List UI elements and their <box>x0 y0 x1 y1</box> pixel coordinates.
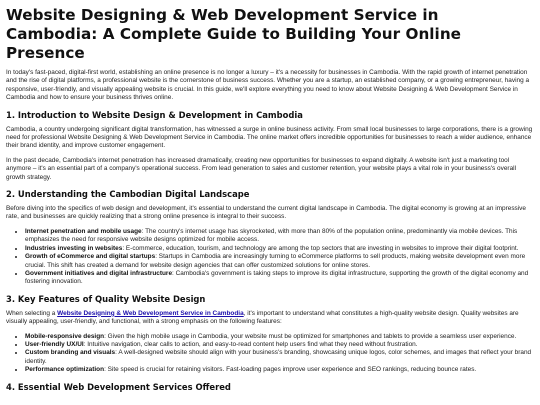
list-item-text: : E-commerce, education, tourism, and technology are among the top sectors that are investing in websites to improve their digital footprint. <box>122 244 519 252</box>
list-item-text: : Intuitive navigation, clear calls to action, and easy-to-read content help users find what they need without frustration. <box>83 340 418 348</box>
section-3-text-before-link: When selecting a <box>6 309 58 317</box>
list-item-text: : A well-designed website should align with your business's branding, showcasing unique logos, color schemes, and images that reflect your brand identity. <box>25 349 532 365</box>
section-4-heading: 4. Essential Web Development Services Offered <box>6 381 231 392</box>
section-3-list <box>6 333 534 375</box>
list-item-term: Growth of eCommerce and digital startups <box>25 253 156 261</box>
list-item-term: Internet penetration and mobile usage <box>25 227 142 235</box>
section-3-paragraph-1 <box>6 310 534 327</box>
section-2-heading: 2. Understanding the Cambodian Digital Landscape <box>6 189 250 200</box>
list-item <box>25 228 534 245</box>
list-item-text: : Given the high mobile usage in Cambodia, your website must be optimized for smartphones and tablets to provide a seamless user experience. <box>104 332 517 340</box>
list-item <box>25 270 534 287</box>
section-1-paragraph-2: In the past decade, Cambodia's internet penetration has increased dramatically, creating new opportunities for businesses to expand digitally. A website isn't just a marketing tool anymore – it's an essential part of a company's operational success. From lead generation to sales and customer retention, your website plays a vital role in your business's overall growth strategy. <box>6 156 517 181</box>
list-item-text: : Startups in Cambodia are increasingly turning to eCommerce platforms to sell products, making website development even more crucial. This shift has created a demand for website design agencies that can offer customized solutions for online stores. <box>25 253 526 269</box>
section-2-list <box>6 228 534 287</box>
intro-paragraph: In today's fast-paced, digital-first world, establishing an online presence is no longer a luxury – it's a necessity for businesses in Cambodia. With the rapid growth of internet penetration and the rise of digital platforms, a professional website is the cornerstone of business success. Whether you are a startup, an established company, or a growing entrepreneur, having a responsive, user-friendly, and visually appealing website is crucial. In this guide, we'll explore everything you need to know about Website Designing & Web Development Service in Cambodia and how to ensure your business thrives online. <box>6 69 530 102</box>
list-item <box>25 341 534 349</box>
list-item <box>25 245 534 253</box>
list-item <box>25 253 534 270</box>
section-3-heading: 3. Key Features of Quality Website Design <box>6 293 206 304</box>
list-item-text: : The country's internet usage has skyrocketed, with more than 80% of the population online, predominantly via mobile devices. This emphasizes the need for responsive website designs optimized for mobile access. <box>25 227 518 244</box>
section-1-heading: 1. Introduction to Website Design & Development in Cambodia <box>6 109 303 120</box>
section-3-text-after-link: , it's important to understand what constitutes a high-quality website design. Quality websites are visually appealing, user-friendly, and functional, with a strong emphasis on the following features: <box>6 309 519 326</box>
list-item-term: Mobile-responsive design <box>25 332 105 340</box>
section-1-paragraph-1: Cambodia, a country undergoing significant digital transformation, has witnessed a surge in online business activity. From small local businesses to large corporations, there is a growing need for professional Website Designing & Web Development Service in Cambodia. The online market offers incredible opportunities for businesses to reach a wider audience, enhance their brand identity, and improve customer engagement. <box>6 125 533 150</box>
service-link[interactable]: Website Designing & Web Development Service in Cambodia <box>57 309 244 317</box>
list-item-term: Performance optimization <box>25 366 105 374</box>
list-item-term: User-friendly UX/UI <box>25 340 84 348</box>
list-item-term: Industries investing in websites <box>25 244 123 252</box>
list-item-text: : Cambodia's government is taking steps to improve its digital infrastructure, supporting the growth of the digital economy and fostering innovation. <box>25 269 529 286</box>
list-item <box>25 333 534 341</box>
page-title: Website Designing & Web Development Service in Cambodia: A Complete Guide to Building Your Online Presence <box>6 6 462 62</box>
section-2-paragraph-1: Before diving into the specifics of web design and development, it's essential to understand the current digital landscape in Cambodia. The digital economy is growing at an impressive rate, and businesses are quickly realizing that a strong online presence is integral to their success. <box>6 205 526 221</box>
list-item <box>25 366 534 374</box>
list-item <box>25 349 534 366</box>
list-item-term: Government initiatives and digital infrastructure <box>25 269 173 277</box>
list-item-text: : Site speed is crucial for retaining visitors. Fast-loading pages improve user experience and SEO rankings, reducing bounce rates. <box>104 366 477 374</box>
list-item-term: Custom branding and visuals <box>25 349 116 357</box>
